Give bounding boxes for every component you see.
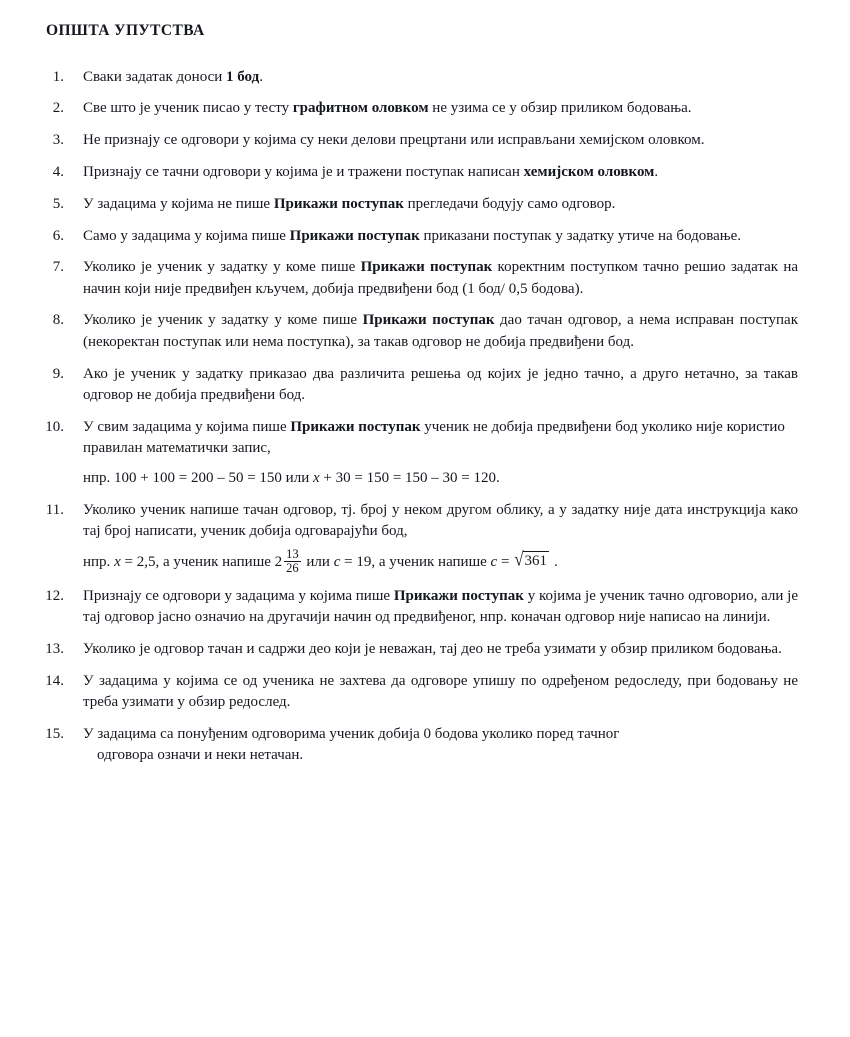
fraction	[284, 548, 301, 575]
page-title: ОПШТА УПУТСТВА	[46, 22, 205, 39]
text-run-bold: хемијском оловком	[523, 163, 655, 180]
formula-line	[83, 468, 798, 489]
text-run: У свим задацима у којима пише	[83, 418, 291, 435]
text-run: Само у задацима у којима пише	[83, 227, 290, 244]
list-item-text	[64, 586, 820, 629]
list-item	[30, 310, 820, 353]
text-run: Ако је ученик у задатку приказао два различита решења од којих је једно тачно, а друго нетачно, за такав одговор не добија предвиђени бод.	[83, 365, 798, 403]
list-item	[30, 162, 820, 183]
list-item-text	[64, 724, 820, 767]
list-item-text	[64, 671, 820, 714]
list-item-text	[64, 500, 820, 576]
list-item-number: 5.	[52, 195, 64, 212]
text-run-bold: Прикажи поступак	[362, 312, 495, 329]
text-run: Признају се тачни одговори у којима је и тражени поступак написан	[83, 163, 524, 180]
list-item-text	[64, 257, 820, 300]
list-item-number: 14.	[45, 673, 64, 690]
list-item-text	[64, 310, 820, 353]
radicand: 361	[524, 553, 548, 570]
list-item-number: 7.	[52, 259, 64, 276]
list-item-number: 13.	[45, 641, 64, 658]
text-run-bold: Прикажи поступак	[393, 588, 524, 605]
text-run: прегледачи бодују само одговор.	[403, 195, 616, 212]
list-item-number: 4.	[52, 163, 64, 180]
list-item-text	[64, 130, 820, 151]
formula-suffix: + 30 = 150 = 150 – 30 = 120.	[319, 470, 500, 487]
list-item	[30, 98, 820, 119]
list-item	[30, 226, 820, 247]
formula-variable-x: x	[114, 553, 121, 570]
list-item	[30, 364, 820, 407]
list-item	[30, 417, 820, 490]
instructions-list	[30, 67, 820, 767]
formula-variable-c: c	[490, 553, 498, 570]
text-run: У задацима у којима не пише	[83, 195, 274, 212]
text-run: Не признају се одговори у којима су неки делови прецртани или исправљани хемијском оловком.	[83, 132, 705, 149]
list-item	[30, 500, 820, 576]
list-item-number: 9.	[52, 365, 64, 382]
list-item-text	[64, 364, 820, 407]
formula-prefix: нпр.	[83, 553, 115, 570]
text-run: Све што је ученик писао у тесту	[83, 100, 293, 117]
list-item-number: 10.	[45, 418, 64, 435]
text-run: Уколико ученик напише тачан одговор, тј. број у неком другом облику, а у задатку није дата инструкција како тај број написати, ученик добија одговарајући бод,	[83, 502, 798, 540]
text-run: Уколико је одговор тачан и садржи део који је неважан, тај део не треба узимати у обзир приликом бодовања.	[83, 641, 782, 658]
formula-line	[83, 546, 798, 576]
text-run-bold: Прикажи поступак	[290, 418, 421, 435]
formula-text: =	[497, 553, 514, 570]
list-item-number: 2.	[52, 100, 64, 117]
list-item-text	[64, 194, 820, 215]
text-run-continuation: одговора означи и неки нетачан.	[97, 747, 304, 764]
mixed-number-whole: 2	[274, 553, 283, 570]
text-run: ученик не добија предвиђени бод уколико није користио правилан математички запис,	[83, 418, 785, 456]
text-run: дао тачан одговор, а нема исправан поступак (некоректан поступак или нема поступка), за такав одговор не добија предвиђени бод.	[83, 312, 799, 350]
text-run: .	[654, 163, 659, 180]
list-item	[30, 257, 820, 300]
list-item	[30, 194, 820, 215]
text-run: у којима је ученик тачно одговорио, али је тај одговор јасно означио на другачији начин од предвиђеног, нпр. коначан одговор није написао на линији.	[83, 588, 798, 626]
list-item	[30, 724, 820, 767]
text-run: Сваки задатак доноси	[83, 68, 226, 85]
formula-prefix: нпр. 100 + 100 = 200 – 50 = 150 или	[83, 470, 313, 487]
text-run: У задацима у којима се од ученика не захтева да одговоре упишу по одређеном редоследу, при бодовању не треба узимати у обзир редослед.	[83, 673, 798, 711]
fraction-numerator: 13	[286, 546, 299, 561]
list-item-text	[64, 226, 820, 247]
text-run-bold: Прикажи поступак	[360, 259, 493, 276]
text-run-bold: Прикажи поступак	[289, 227, 420, 244]
text-run: У задацима са понуђеним одговорима ученик добија 0 бодова уколико поред тачног	[83, 726, 620, 743]
text-run: коректним поступком тачно решио задатак на начин који није предвиђен кључем, добија предвиђени бод (1 бод/ 0,5 бодова).	[83, 259, 799, 297]
text-run-bold: графитном оловком	[292, 100, 429, 117]
list-item-text	[64, 98, 820, 119]
formula-variable: x	[312, 470, 320, 487]
list-item	[30, 671, 820, 714]
list-item-text	[64, 639, 820, 660]
list-item-number: 11.	[45, 502, 64, 519]
list-item-number: 15.	[45, 726, 64, 743]
list-item	[30, 586, 820, 629]
text-run-bold: 1 бод	[226, 68, 260, 85]
text-run: Уколико је ученик у задатку у коме пише	[83, 259, 361, 276]
list-item-number: 3.	[52, 132, 64, 149]
list-item-text	[64, 162, 820, 183]
text-run: .	[259, 68, 263, 85]
list-item	[30, 130, 820, 151]
formula-variable-c: c	[333, 553, 341, 570]
text-run: приказани поступак у задатку утиче на бодовање.	[419, 227, 742, 244]
text-run: не узима се у обзир приликом бодовања.	[428, 100, 692, 117]
radical-sign-icon: √	[514, 548, 524, 571]
fraction-denominator: 26	[286, 560, 299, 575]
text-run: Признају се одговори у задацима у којима пише	[83, 588, 394, 605]
list-item-text	[64, 67, 820, 88]
list-item-number: 1.	[52, 68, 64, 85]
text-run-bold: Прикажи поступак	[273, 195, 404, 212]
list-item-number: 8.	[52, 312, 64, 329]
text-run: Уколико је ученик у задатку у коме пише	[83, 312, 363, 329]
list-item-number: 6.	[52, 227, 64, 244]
list-item	[30, 67, 820, 88]
formula-text: = 2,5, а ученик напише	[120, 553, 275, 570]
formula-end: .	[554, 553, 558, 570]
formula-text: = 19, а ученик напише	[340, 553, 491, 570]
formula-text: или	[302, 553, 334, 570]
list-item-number: 12.	[45, 588, 64, 605]
square-root	[514, 548, 549, 571]
list-item	[30, 639, 820, 660]
list-item-text	[64, 417, 820, 490]
